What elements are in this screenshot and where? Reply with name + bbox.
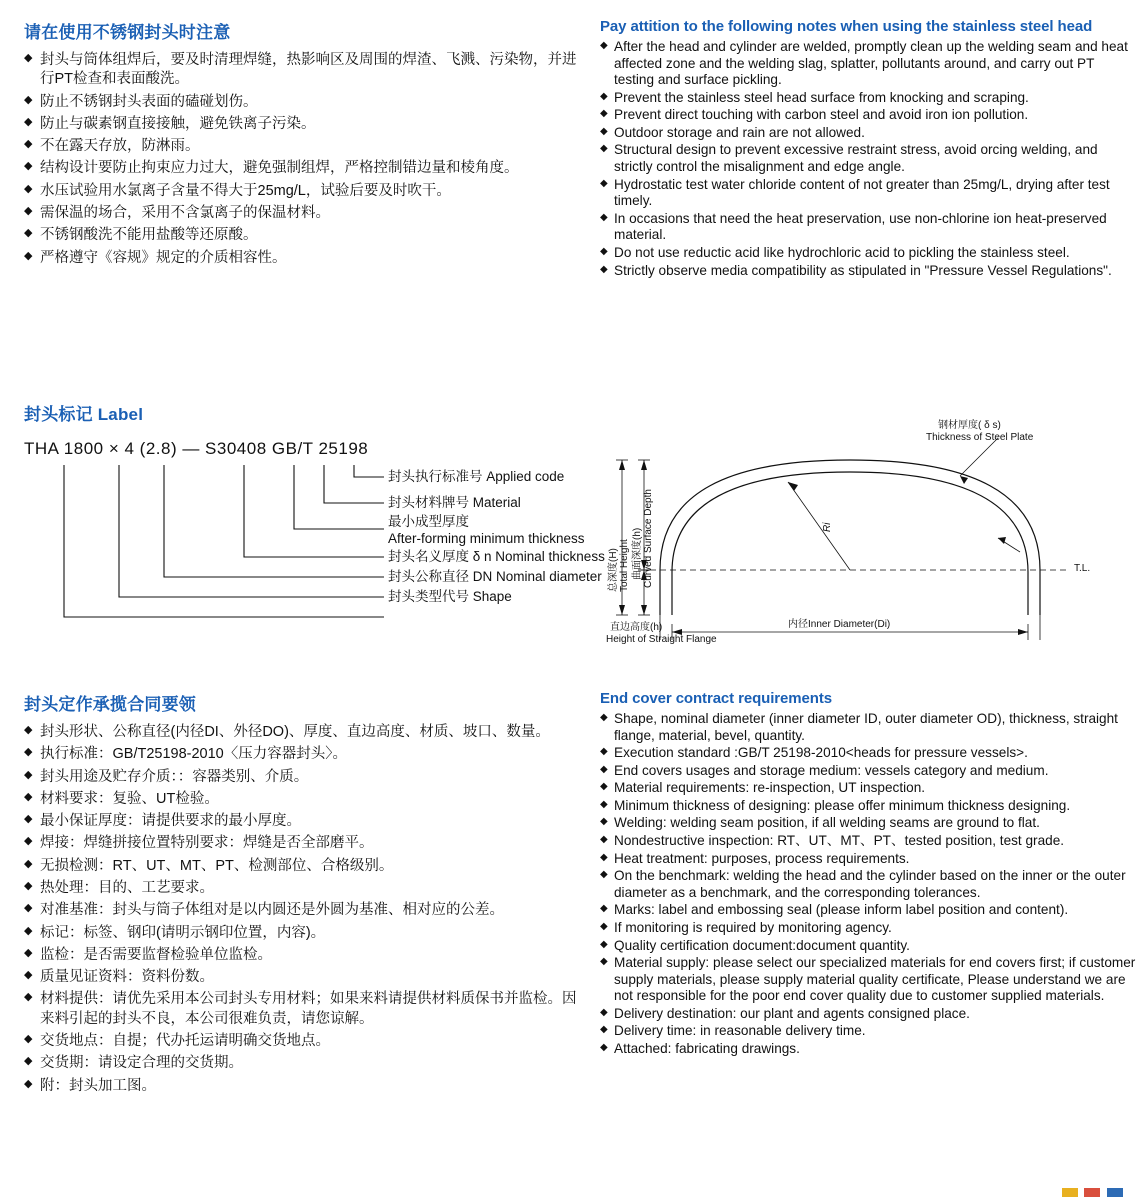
list-item: ◆ Strictly observe media compatibility as stipulated in "Pressure Vessel Regulations".	[600, 263, 1128, 280]
corner-bar-yellow	[1062, 1188, 1078, 1197]
list-item: ◆ Delivery time: in reasonable delivery time.	[600, 1023, 1136, 1040]
tangent-line-label: T.L.	[1074, 563, 1091, 574]
list-item: ◆ Material requirements: re-inspection, UT inspection.	[600, 780, 1136, 797]
corner-color-bars	[1060, 1184, 1130, 1194]
list-item: ◆ Material supply: please select our specialized materials for end covers first; if customer supply materials, please supply material quality certificate, Please understand we are not responsible for the poor end cover quality due to customer supplied materials.	[600, 955, 1136, 1005]
contract-cn-title: 封头定作承揽合同要领	[24, 695, 196, 714]
radius-label: Ri	[822, 522, 833, 532]
head-label-section	[24, 400, 605, 655]
contract-en-list	[600, 711, 1136, 1058]
stainless-notes-en-title: Pay attition to the following notes when using the stainless steel head	[600, 18, 1093, 35]
list-item: ◆ 对准基准：封头与筒子体组对是以内圆还是外圆为基准、相对应的公差。	[24, 901, 584, 920]
head-label-title: 封头标记 Label	[24, 405, 144, 424]
list-item: ◆ Welding: welding seam position, if all welding seams are ground to flat.	[600, 815, 1136, 832]
list-item: ◆ 最小保证厚度：请提供要求的最小厚度。	[24, 812, 584, 831]
callout-applied-code: 封头执行标准号 Applied code	[388, 469, 565, 484]
contract-requirements-en	[600, 690, 1136, 1059]
list-item: ◆ Outdoor storage and rain are not allowed.	[600, 125, 1128, 142]
list-item: ◆ 严格遵守《容规》规定的介质相容性。	[24, 249, 584, 268]
stainless-notes-cn	[24, 18, 584, 271]
list-item: ◆ 交货期：请设定合理的交货期。	[24, 1054, 584, 1073]
stainless-notes-en-list	[600, 39, 1128, 279]
list-item: ◆ Prevent the stainless steel head surface from knocking and scraping.	[600, 90, 1128, 107]
list-item: ◆ Minimum thickness of designing: please offer minimum thickness designing.	[600, 798, 1136, 815]
list-item: ◆ 标记：标签、钢印(请明示钢印位置，内容)。	[24, 924, 584, 943]
inner-diameter-label: 内径Inner Diameter(Di)	[788, 619, 891, 630]
list-item: ◆ 交货地点：自提；代办托运请明确交货地点。	[24, 1032, 584, 1051]
list-item: ◆ 防止与碳素钢直接接触，避免铁离子污染。	[24, 115, 584, 134]
list-item: ◆ 水压试验用水氯离子含量不得大于25mg/L，试验后要及时吹干。	[24, 182, 584, 201]
straight-flange-label-en: Height of Straight Flange	[606, 634, 717, 645]
list-item: ◆ 无损检测：RT、UT、MT、PT、检测部位、合格级别。	[24, 857, 584, 876]
callout-nominal-thickness: 封头名义厚度 δ n Nominal thickness	[388, 549, 605, 564]
list-item: ◆ 结构设计要防止拘束应力过大，避免强制组焊，严格控制错边量和棱角度。	[24, 159, 584, 178]
curved-depth-label-en: Curved Surface Depth	[643, 489, 654, 588]
list-item: ◆ 封头与筒体组焊后，要及时清理焊缝，热影响区及周围的焊渣、飞溅、污染物，并进行PT检查和表面酸洗。	[24, 51, 584, 90]
stainless-notes-cn-list	[24, 51, 584, 268]
contract-en-title: End cover contract requirements	[600, 690, 832, 707]
list-item: ◆ End covers usages and storage medium: vessels category and medium.	[600, 763, 1136, 780]
list-item: ◆ Structural design to prevent excessive restraint stress, avoid orcing welding, and strictly control the misalignment and edge angle.	[600, 142, 1128, 175]
list-item: ◆ Attached: fabricating drawings.	[600, 1041, 1136, 1058]
total-height-label-en: Total Height	[619, 539, 630, 592]
list-item: ◆ 材料提供：请优先采用本公司封头专用材料；如果来料请提供材料质保书并监检。因来料引起的封头不良，本公司很难负责，请您谅解。	[24, 990, 584, 1029]
contract-cn-list	[24, 723, 584, 1096]
head-label-code: THA 1800 × 4 (2.8) — S30408 GB/T 25198	[24, 439, 369, 458]
callout-shape: 封头类型代号 Shape	[388, 589, 512, 604]
steel-thickness-label-cn: 钢材厚度( δ s)	[938, 420, 1001, 431]
list-item: ◆ 防止不锈钢封头表面的磕碰划伤。	[24, 93, 584, 112]
list-item: ◆ Do not use reductic acid like hydrochloric acid to pickling the stainless steel.	[600, 245, 1128, 262]
list-item: ◆ If monitoring is required by monitoring agency.	[600, 920, 1136, 937]
callout-nominal-diameter: 封头公称直径 DN Nominal diameter	[388, 569, 602, 584]
list-item: ◆ Hydrostatic test water chloride content of not greater than 25mg/L, drying after test timely.	[600, 177, 1128, 210]
corner-bar-blue	[1107, 1188, 1123, 1197]
list-item: ◆ Prevent direct touching with carbon steel and avoid iron ion pollution.	[600, 107, 1128, 124]
list-item: ◆ 封头形状、公称直径(内径DI、外径DO)、厚度、直边高度、材质、坡口、数量。	[24, 723, 584, 742]
list-item: ◆ 材料要求：复验、UT检验。	[24, 790, 584, 809]
list-item: ◆ After the head and cylinder are welded, promptly clean up the welding seam and heat affected zone and the welding slag, splatter, pollutants around, and carry out PT testing and surface pickling.	[600, 39, 1128, 89]
list-item: ◆ 质量见证资料：资料份数。	[24, 968, 584, 987]
list-item: ◆ Delivery destination: our plant and agents consigned place.	[600, 1006, 1136, 1023]
curved-depth-label-cn: 曲面深度(h)	[632, 527, 643, 580]
list-item: ◆ 需保温的场合，采用不含氯离子的保温材料。	[24, 204, 584, 223]
stainless-notes-cn-title: 请在使用不锈钢封头时注意	[24, 23, 231, 42]
list-item: ◆ 热处理：目的、工艺要求。	[24, 879, 584, 898]
list-item: ◆ Quality certification document:document quantity.	[600, 938, 1136, 955]
steel-thickness-label-en: Thickness of Steel Plate	[926, 432, 1034, 443]
list-item: ◆ Marks: label and embossing seal (please inform label position and content).	[600, 902, 1136, 919]
list-item: ◆ On the benchmark: welding the head and the cylinder based on the inner or the outer diameter as a benchmark, and the corresponding tolerances.	[600, 868, 1136, 901]
total-height-label-cn: 总深度(H)	[608, 548, 619, 592]
list-item: ◆ Heat treatment: purposes, process requirements.	[600, 851, 1136, 868]
head-technical-drawing	[600, 420, 1130, 660]
contract-requirements-cn	[24, 690, 584, 1099]
callout-min-thickness-en: After-forming minimum thickness	[388, 531, 585, 546]
callout-material: 封头材料牌号 Material	[388, 495, 521, 510]
list-item: ◆ Execution standard :GB/T 25198-2010<heads for pressure vessels>.	[600, 745, 1136, 762]
list-item: ◆ 监检：是否需要监督检验单位监检。	[24, 946, 584, 965]
callout-min-thickness-cn: 最小成型厚度	[388, 514, 469, 529]
list-item: ◆ 焊接：焊缝拼接位置特别要求：焊缝是否全部磨平。	[24, 834, 584, 853]
list-item: ◆ 不锈钢酸洗不能用盐酸等还原酸。	[24, 226, 584, 245]
label-leader-diagram	[24, 465, 605, 655]
list-item: ◆ 执行标准：GB/T25198-2010〈压力容器封头〉。	[24, 745, 584, 764]
list-item: ◆ Nondestructive inspection: RT、UT、MT、PT、tested position, test grade.	[600, 833, 1136, 850]
list-item: ◆ 封头用途及贮存介质：：容器类别、介质。	[24, 768, 584, 787]
list-item: ◆ In occasions that need the heat preservation, use non-chlorine ion heat-preserved material.	[600, 211, 1128, 244]
list-item: ◆ 不在露天存放，防淋雨。	[24, 137, 584, 156]
corner-bar-red	[1084, 1188, 1100, 1197]
stainless-notes-en	[600, 18, 1128, 280]
straight-flange-label-cn: 直边高度(h)	[610, 622, 663, 633]
list-item: ◆ Shape, nominal diameter (inner diameter ID, outer diameter OD), thickness, straight flange, material, bevel, quantity.	[600, 711, 1136, 744]
list-item: ◆ 附：封头加工图。	[24, 1077, 584, 1096]
